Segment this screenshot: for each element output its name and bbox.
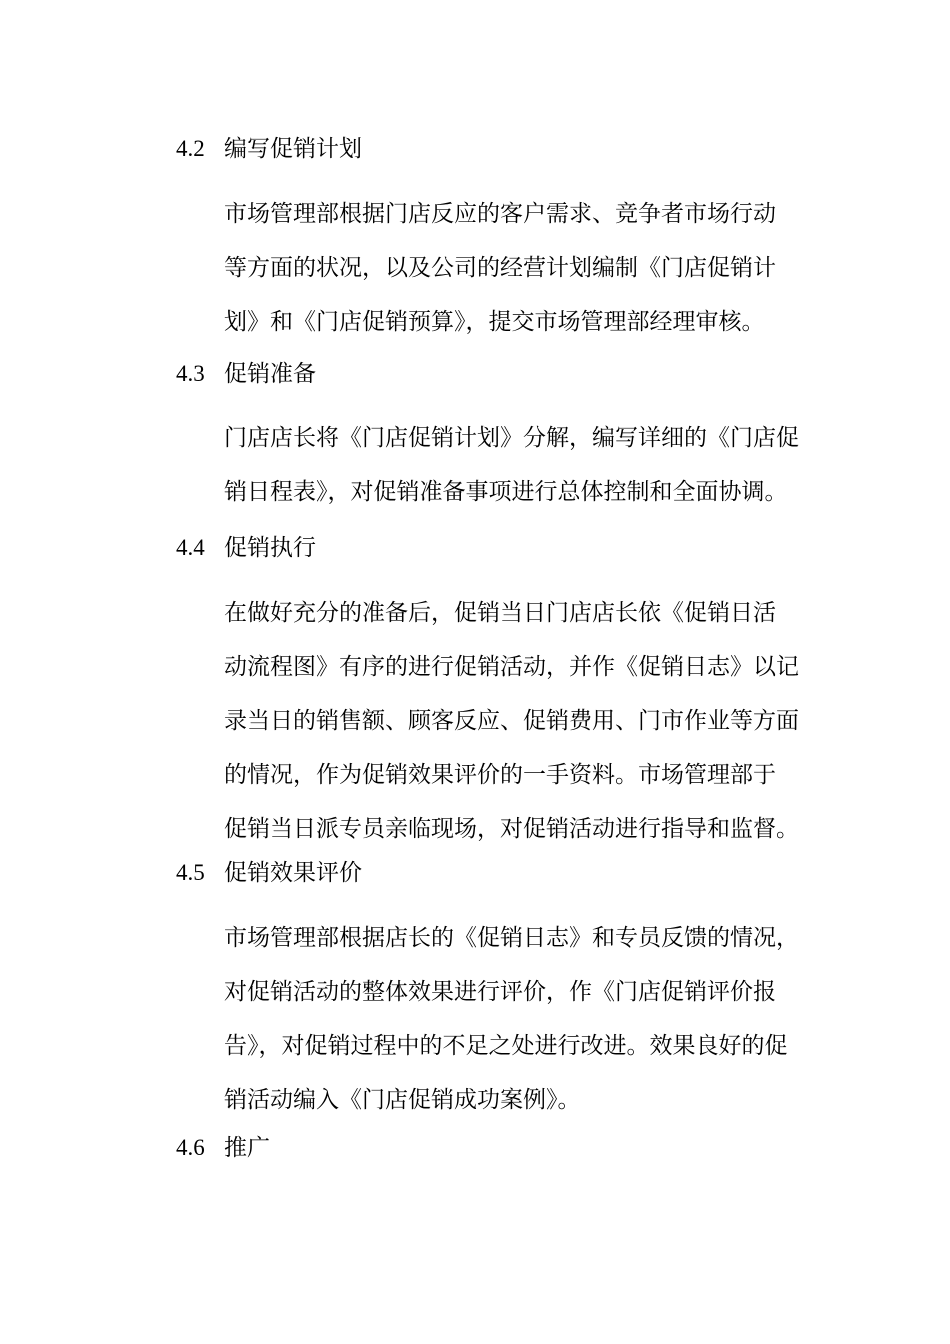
section-title: 促销效果评价 [224,860,362,886]
section-title: 编写促销计划 [224,136,362,162]
paragraph-line: 销日程表》，对促销准备事项进行总体控制和全面协调。 [224,479,788,505]
paragraph-line: 录当日的销售额、顾客反应、促销费用、门市作业等方面 [224,708,799,734]
paragraph-line: 划》和《门店促销预算》，提交市场管理部经理审核。 [224,309,765,335]
section-number: 4.5 [176,860,205,885]
section-heading-4-3 [176,354,316,394]
paragraph-line: 促销当日派专员亲临现场，对促销活动进行指导和监督。 [224,816,799,842]
paragraph-line: 等方面的状况，以及公司的经营计划编制《门店促销计 [224,255,776,281]
paragraph-line: 动流程图》有序的进行促销活动，并作《促销日志》以记 [224,654,799,680]
section-number: 4.3 [176,361,205,386]
section-heading-4-5 [176,853,362,893]
section-heading-4-2 [176,129,362,169]
section-paragraph-4-3 [224,411,824,519]
section-title: 促销准备 [224,361,316,387]
paragraph-line: 门店店长将《门店促销计划》分解，编写详细的《门店促 [224,425,799,451]
section-heading-4-4 [176,528,316,568]
section-paragraph-4-5 [224,911,824,1127]
paragraph-line: 市场管理部根据门店反应的客户需求、竞争者市场行动 [224,201,776,227]
section-number: 4.4 [176,535,205,560]
section-number: 4.2 [176,136,205,161]
paragraph-line: 对促销活动的整体效果进行评价，作《门店促销评价报 [224,979,776,1005]
paragraph-line: 在做好充分的准备后，促销当日门店店长依《促销日活 [224,600,776,626]
section-paragraph-4-2 [224,187,824,349]
paragraph-line: 销活动编入《门店促销成功案例》。 [224,1087,581,1113]
section-title: 促销执行 [224,535,316,561]
section-number: 4.6 [176,1135,205,1160]
section-title: 推广 [224,1135,270,1161]
paragraph-line: 的情况，作为促销效果评价的一手资料。市场管理部于 [224,762,776,788]
paragraph-line: 市场管理部根据店长的《促销日志》和专员反馈的情况， [224,925,799,951]
section-paragraph-4-4 [224,586,824,856]
paragraph-line: 告》，对促销过程中的不足之处进行改进。效果良好的促 [224,1033,788,1059]
section-heading-4-6 [176,1128,270,1168]
